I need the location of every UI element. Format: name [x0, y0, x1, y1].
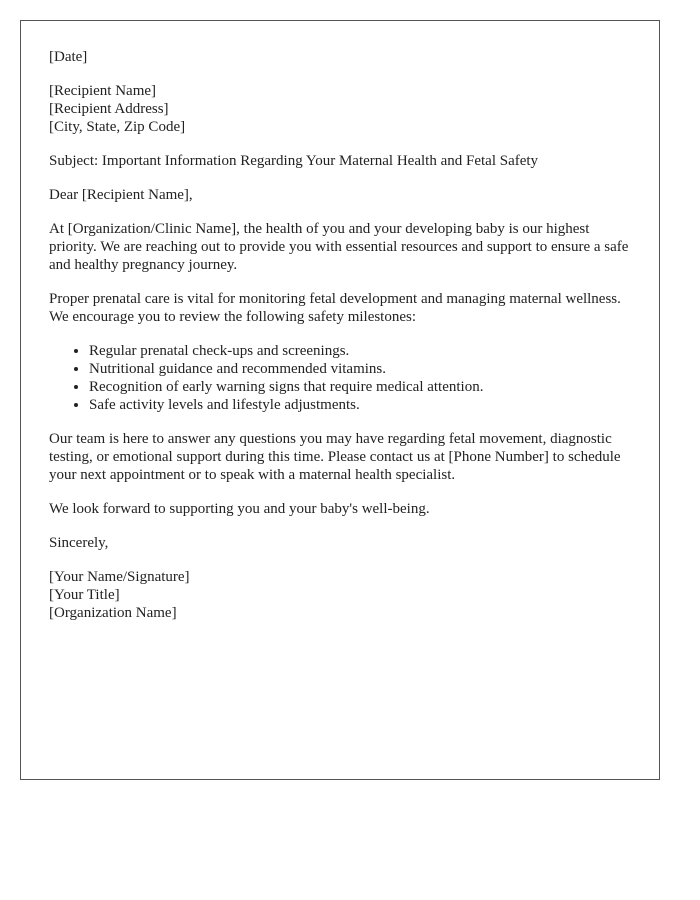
letter-page: [20, 20, 660, 780]
letter-salutation: Dear [Recipient Name],: [49, 187, 193, 203]
recipient-city-state-zip: [City, State, Zip Code]: [49, 119, 186, 135]
letter-paragraph-2: Proper prenatal care is vital for monitoring fetal development and managing maternal wellness. We encourage you to review the following safety milestones:: [49, 291, 621, 325]
signature-block: [49, 568, 631, 622]
signature-organization: [Organization Name]: [49, 605, 177, 621]
signature-name: [Your Name/Signature]: [49, 569, 190, 585]
letter-subject: Subject: Important Information Regarding Your Maternal Health and Fetal Safety: [49, 153, 539, 169]
milestone-item: • Nutritional guidance and recommended vitamins.: [89, 360, 631, 378]
signature-title: [Your Title]: [49, 587, 120, 603]
letter-paragraph-4: We look forward to supporting you and your baby's well-being.: [49, 501, 430, 517]
letter-paragraph-1: At [Organization/Clinic Name], the health of you and your developing baby is our highest priority. We are reaching out to provide you with essential resources and support to ensure a safe and healthy pregnancy journey.: [49, 221, 629, 273]
letter-closing: Sincerely,: [49, 535, 109, 551]
letter-date: [Date]: [49, 49, 88, 65]
recipient-block: [49, 82, 631, 136]
recipient-name: [Recipient Name]: [49, 83, 157, 99]
letter-paragraph-3: Our team is here to answer any questions you may have regarding fetal movement, diagnostic testing, or emotional support during this time. Please contact us at [Phone Number] to schedule your next appointment or to speak with a maternal health specialist.: [49, 431, 621, 483]
milestone-item: • Safe activity levels and lifestyle adjustments.: [89, 396, 631, 414]
milestone-item: • Recognition of early warning signs that require medical attention.: [89, 378, 631, 396]
milestone-item: • Regular prenatal check-ups and screenings.: [89, 342, 631, 360]
milestones-list: [49, 342, 631, 414]
recipient-address: [Recipient Address]: [49, 101, 169, 117]
